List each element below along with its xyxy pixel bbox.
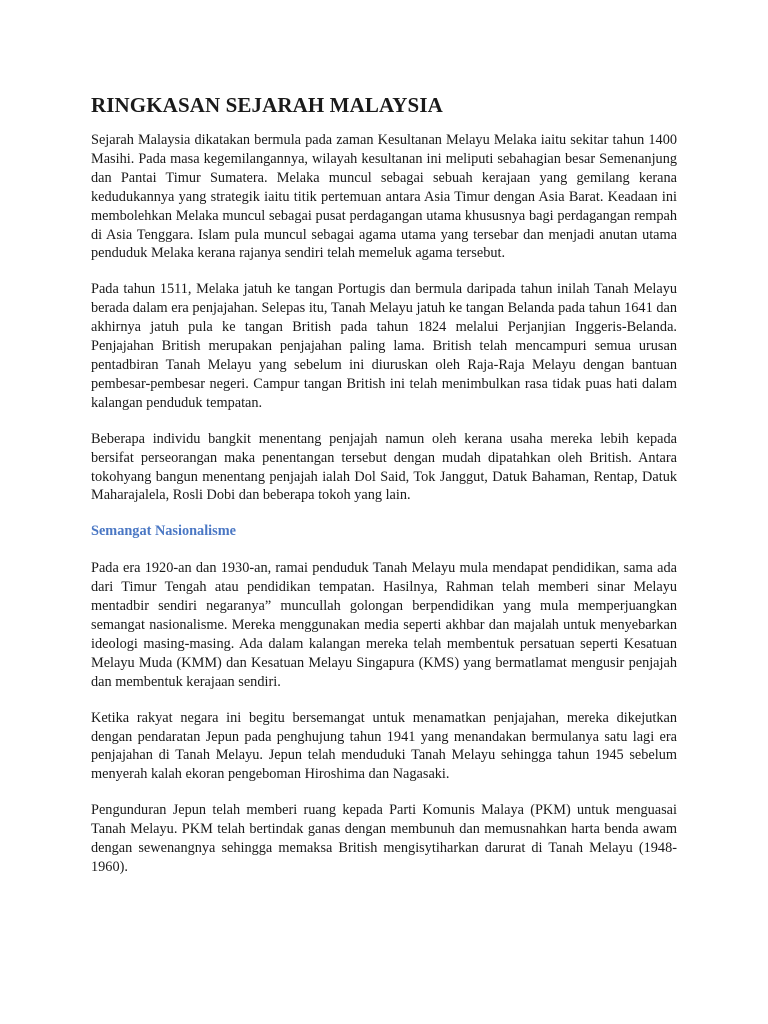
paragraph-nationalism-1: Pada era 1920-an dan 1930-an, ramai penduduk Tanah Melayu mula mendapat pendidikan, sama ada dari Timur Tengah atau pendidikan tempatan. Hasilnya, Rahman telah memberi sinar Melayu mentadbir sendiri negaranya” muncullah golongan berpendidikan yang mula memperjuangkan semangat nasionalisme. Mereka menggunakan media seperti akhbar dan majalah untuk menyebarkan ideologi masing-masing. Ada dalam kalangan mereka telah membentuk persatuan seperti Kesatuan Melayu Muda (KMM) dan Kesatuan Melayu Singapura (KMS) yang bermatlamat mengusir penjajah dan membentuk kerajaan sendiri.	[91, 560, 677, 690]
document-page	[91, 92, 677, 894]
paragraph-nationalism-2: Ketika rakyat negara ini begitu bersemangat untuk menamatkan penjajahan, mereka dikejutkan dengan pendaratan Jepun pada penghujung tahun 1941 yang menandakan bermulanya satu lagi era penjajahan di Tanah Melayu. Jepun telah menduduki Tanah Melayu sehingga tahun 1945 sebelum menyerah kalah ekoran pengeboman Hiroshima dan Nagasaki.	[91, 709, 677, 783]
document-title: RINGKASAN SEJARAH MALAYSIA	[91, 93, 443, 117]
paragraph-intro-2: Pada tahun 1511, Melaka jatuh ke tangan Portugis dan bermula daripada tahun inilah Tanah Melayu berada dalam era penjajahan. Selepas itu, Tanah Melayu jatuh ke tangan Belanda pada tahun 1641 dan akhirnya jatuh pula ke tangan British pada tahun 1824 melalui Perjanjian Inggeris-Belanda. Penjajahan British merupakan penjajahan paling lama. British telah mencampuri semua urusan pentadbiran Tanah Melayu yang sebelum ini diuruskan oleh Raja-Raja Melayu dengan bantuan pembesar-pembesar negeri. Campur tangan British ini telah menimbulkan rasa tidak puas hati dalam kalangan penduduk tempatan.	[91, 281, 677, 411]
section-heading: Semangat Nasionalisme	[91, 523, 236, 540]
paragraph-intro-3: Beberapa individu bangkit menentang penjajah namun oleh kerana usaha mereka lebih kepada bersifat perseorangan maka penentangan tersebut dengan mudah dipatahkan oleh British. Antara tokohyang bangun menentang penjajah ialah Dol Said, Tok Janggut, Datuk Bahaman, Rentap, Datuk Maharajalela, Rosli Dobi dan beberapa tokoh yang lain.	[91, 430, 677, 504]
paragraph-nationalism-3: Pengunduran Jepun telah memberi ruang kepada Parti Komunis Malaya (PKM) untuk menguasai Tanah Melayu. PKM telah bertindak ganas dengan membunuh dan memusnahkan harta benda awam dengan sewenangnya sehingga memaksa British mengisytiharkan darurat di Tanah Melayu (1948-1960).	[91, 802, 677, 875]
paragraph-intro-1: Sejarah Malaysia dikatakan bermula pada zaman Kesultanan Melayu Melaka iaitu sekitar tahun 1400 Masihi. Pada masa kegemilangannya, wilayah kesultanan ini meliputi sebahagian besar Semenanjung dan Pantai Timur Sumatera. Melaka muncul sebagai sebuah kerajaan yang gemilang kerana kedudukannya yang strategik iaitu titik pertemuan antara Asia Timur dengan Asia Barat. Keadaan ini membolehkan Melaka muncul sebagai pusat perdagangan utama khususnya bagi perdagangan rempah di Asia Tenggara. Islam pula muncul sebagai agama utama yang tersebar dan menjadi anutan utama penduduk Melaka kerana rajanya sendiri telah memeluk agama tersebut.	[91, 132, 677, 262]
